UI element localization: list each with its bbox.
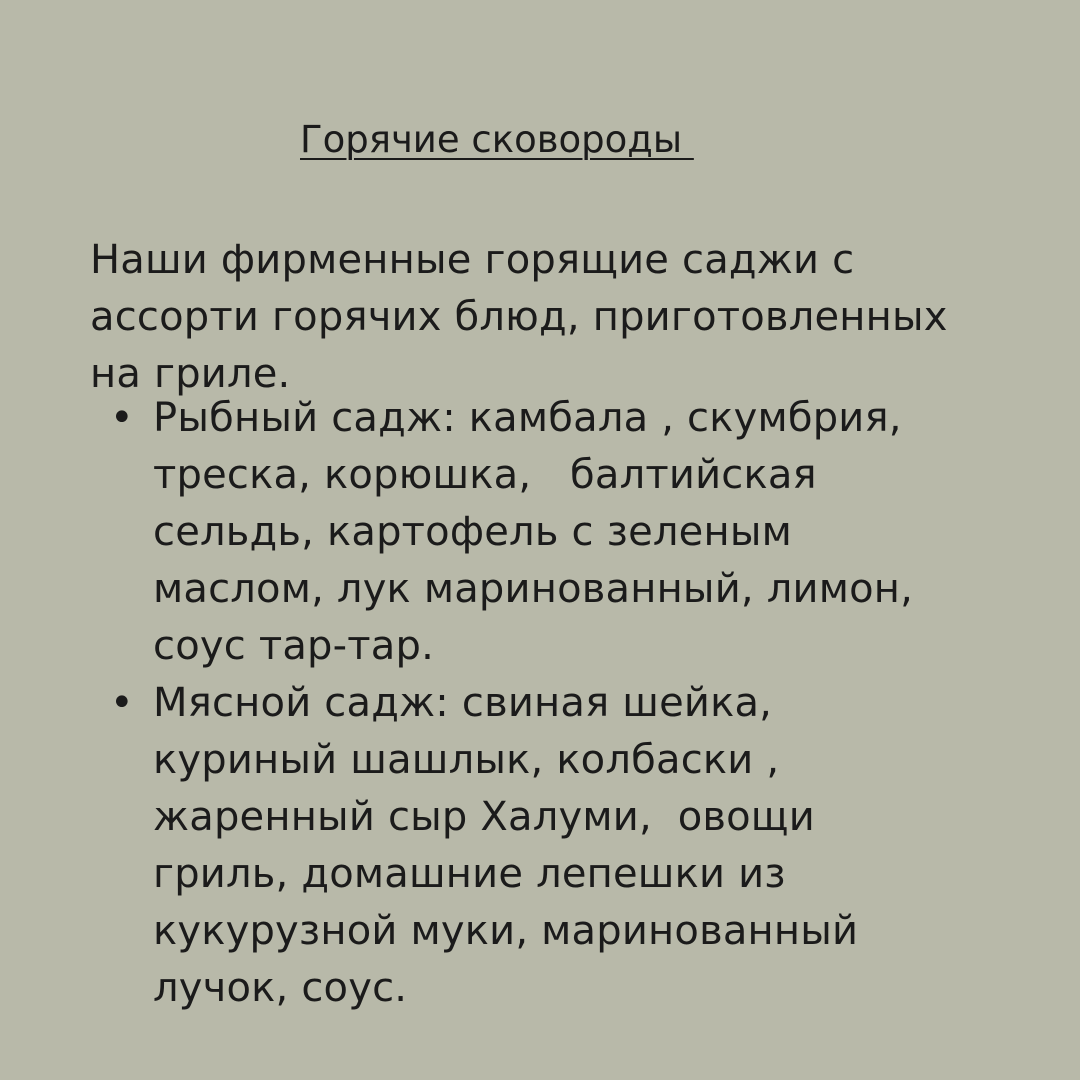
list-item-line: сельдь, картофель с зеленым [153, 509, 792, 555]
intro-line: ассорти горячих блюд, приготовленных [90, 294, 948, 340]
list-item-line: Рыбный садж: камбала , скумбрия, [153, 395, 902, 441]
list-item-text [153, 675, 1050, 1017]
dish-list [110, 390, 1050, 1017]
list-item-meat-sadj [110, 675, 1050, 1017]
list-item-fish-sadj [110, 390, 1050, 675]
list-item-line: лучок, соус. [153, 965, 408, 1011]
intro-line: Наши фирменные горящие саджи с [90, 237, 855, 283]
list-item-line: кукурузной муки, маринованный [153, 908, 859, 954]
list-item-text [153, 390, 1050, 675]
list-item-line: маслом, лук маринованный, лимон, [153, 566, 914, 612]
list-item-line: куриный шашлык, колбаски , [153, 737, 780, 783]
intro-paragraph [90, 232, 1050, 403]
list-item-line: Мясной садж: свиная шейка, [153, 680, 773, 726]
list-item-line: жаренный сыр Халуми, овощи [153, 794, 815, 840]
list-item-line: треска, корюшка, балтийская [153, 452, 817, 498]
list-item-line: гриль, домашние лепешки из [153, 851, 786, 897]
bullet-icon: • [110, 680, 134, 726]
list-item-line: соус тар-тар. [153, 623, 434, 669]
bullet-icon: • [110, 395, 134, 441]
intro-line: на гриле. [90, 351, 291, 397]
page-title: Горячие сковороды [300, 118, 694, 161]
